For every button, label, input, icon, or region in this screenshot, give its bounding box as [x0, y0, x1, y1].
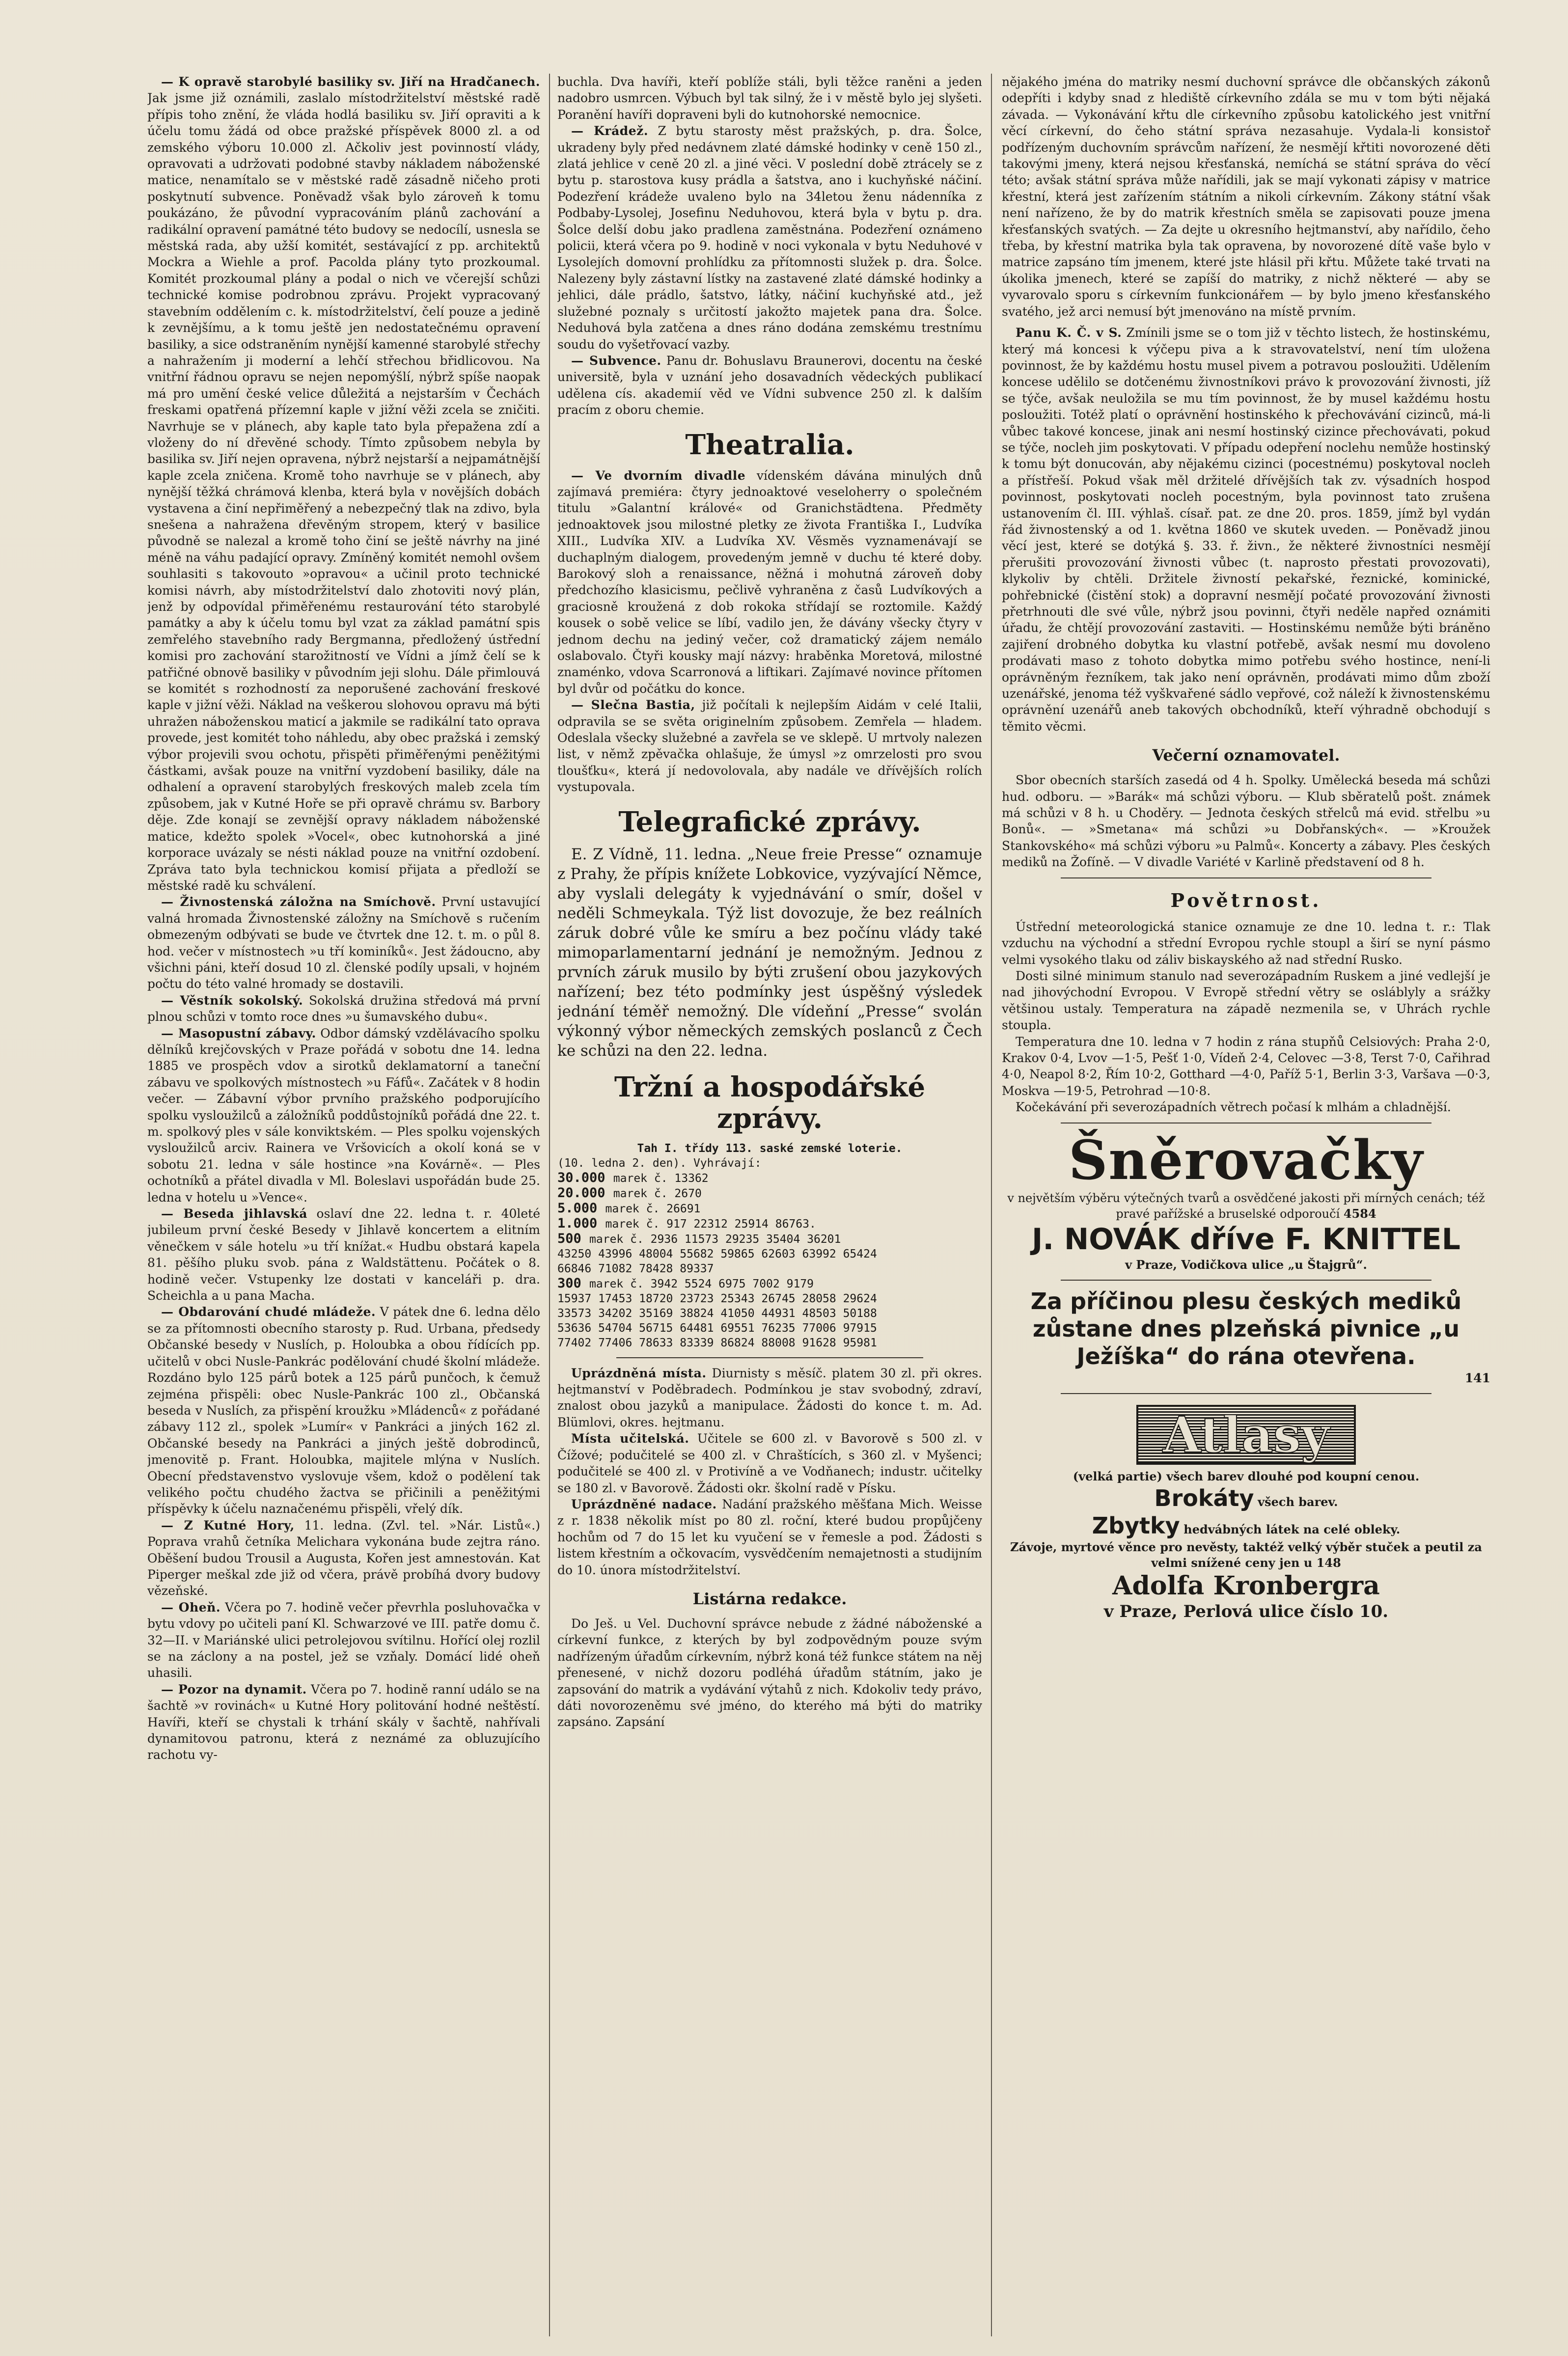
news-item-lead: — Živnostenská záložna na Smíchově. — [161, 895, 436, 909]
news-item-lead: — Krádež. — [571, 124, 649, 138]
news-item-lead: — Oheň. — [161, 1600, 221, 1615]
news-item-text: Odbor dámský vzdělávacího spolku dělníků krejčovských v Praze pořádá v sobotu dne 14. ledna 1885 ve prospěch vdov a sirotků deklamatorní a taneční zábavu ve spolkových místnostech »u Fáfů«. Začátek v 8 hodin večer. — Zábavní výbor prvního pražského podporujícího spolku vysloužilců a záložníků poddůstojníků pořádá dne 22. t. m. spolkový ples v sále konviktském. — Ples spolku vojenských vysloužilců arciv. Rainera ve Vršovicích a okolí koná se v sobotu 21. ledna v sále hostince »na Kovárně«. — Ples ochotníků a přátel divadla v Ml. Boleslavi uspořádán bude 25. ledna v hotelu u »Vence«. — [147, 1026, 540, 1205]
news-list-middle — [557, 123, 982, 418]
news-item-lead: — Beseda jihlavská — [161, 1206, 307, 1221]
ad-kronberg-address: v Praze, Perlová ulice číslo 10. — [1103, 1601, 1389, 1621]
ad-kronberg-name: Adolfa Kronbergra — [1112, 1570, 1380, 1601]
ad-ples-text: Za příčinou plesu českých mediků zůstane dnes plzeňská pivnice „u Ježíška“ do rána otevřena. — [1030, 1288, 1462, 1370]
lottery-numbers: marek č. 917 22312 25914 86763. — [605, 1217, 816, 1231]
divider — [1061, 1280, 1431, 1281]
news-item-text: Nadání pražského měšťana Mich. Weisse z r. 1838 několik míst po 80 zl. roční, které budou propůjčeny hochům od 7 do 15 let ku vyučení se v řemesle a pod. Žádosti s listem křestním a očkovacím, vysvědčením nemajetnosti a studijním do 10. února místodržitelství. — [557, 1497, 982, 1577]
column-middle — [557, 74, 982, 2336]
lottery-numbers: 43250 43996 48004 55682 59865 62603 63992 65424 — [557, 1247, 877, 1260]
weather-paragraph: Kočekávání při severozápadních větrech počasí k mlhám a chladnější. — [1016, 1100, 1451, 1115]
lottery-prize: 20.000 — [557, 1185, 613, 1201]
lottery-row — [557, 1201, 982, 1216]
news-item-lead: — K opravě starobylé basiliky sv. Jiří na Hradčanech. — [161, 75, 540, 89]
lottery-row — [557, 1247, 982, 1261]
ad-zbytky: Zbytky hedvábných látek na celé obleky. — [1092, 1512, 1401, 1539]
lottery-row — [557, 1171, 982, 1186]
lottery-prize: 1.000 — [557, 1215, 605, 1231]
lottery-row — [557, 1336, 982, 1350]
lottery-numbers: marek č. 3942 5524 6975 7002 9179 — [589, 1277, 814, 1290]
ad-zavoje: Závoje, myrtové věnce pro nevěsty, taktéž velký výběr stuček a peutil za velmi snížené ceny jen u 148 — [1010, 1539, 1482, 1570]
vacancies-section — [557, 1365, 982, 1578]
lottery-numbers: marek č. 2936 11573 29235 35404 36201 — [589, 1233, 841, 1246]
news-item — [557, 1430, 982, 1496]
lottery-prize: 300 — [557, 1275, 590, 1291]
news-item-lead: — Obdarování chudé mládeže. — [161, 1305, 376, 1319]
lottery-numbers: 53636 54704 56715 64481 69551 76235 77006 97915 — [557, 1321, 877, 1335]
column-rule — [991, 74, 992, 2336]
section-heading-weather: Povětrnost. — [1170, 889, 1322, 911]
lottery-prize: 30.000 — [557, 1170, 613, 1185]
lottery-prize: 5.000 — [557, 1200, 605, 1216]
news-item — [557, 353, 982, 418]
section-heading-telegram: Telegrafické zprávy. — [618, 805, 921, 838]
ad-snerovacky-title: Šněrovačky — [1068, 1128, 1424, 1192]
news-item-text: 11. ledna. (Zvl. tel. »Nár. Listů«.) Poprava vrahů četníka Melichara vykonána bude zejtra ráno. Oběšení budou Trousil a Augusta, Kořen jest amnestován. Kat Piperger meškal zde již od včera, právě probíhá dvory budovy vězeňské. — [147, 1518, 540, 1598]
divider — [1061, 1393, 1431, 1394]
section-heading-market: Tržní a hospodářské zprávy. — [614, 1070, 926, 1135]
news-item-text: vídenském dávána minulých dnů zajímavá premiéra: čtyry jednoaktové veseloherry o společném titulu »Galantní králové« od Granichstädtena. Předměty jednoaktovek jsou milostné pletky ze života Františka I., Ludvíka XIII., Ludvíka XIV. a Ludvíka XV. Věsměs vyznamenávají se duchaplným dialogem, provedeným jemně v duchu té které doby. Barokový sloh a renaissance, něžná i mohutná zároveň doby předchozího klasicismu, pečlivě vyhraněna z časů Ludvíkových a graciosně kroužená z dob rokoka střídají se roztomile. Každý kousek o sobě velice se líbí, vadilo jen, že dávány všecky čtyry v jednom dechu na jediný večer, což dramatický zájem nemálo oslabovalo. Čtyři kousky mají názvy: hraběnka Moretová, milostné znaménko, vdova Scarronová a liftikari. Zajímavé novince přítomen byl dvůr od počátku do konce. — [557, 468, 982, 696]
news-item-text: Včera po 7. hodině ranní událo se na šachtě »v rovinách« u Kutné Hory politování hodné neštěstí. Havíři, kteří se chystali k trhání skály v šachtě, nahřívali dynamitovou patronu, která z neznámé za obluzujícího rachotu vy- — [147, 1682, 540, 1762]
telegram-text: E. Z Vídně, 11. ledna. „Neue freie Presse“ oznamuje z Prahy, že přípis knížete Lobkovice, vyzývající Němce, aby vyslali delegáty k vyjednávání o smír, došel v neděli Schmeykala. Týž list dovozuje, že bez reálních záruk dobré vůle ke smíru a bez počínu vlády také mimoparlamentarní jednání je nemožným. Jednou z prvních záruk musilo by býti zrušení obou jazykových nařízení; bez této podmínky jest úspěšný výsledek jednání téměř nemožný. Dle vídeňní „Presse“ svolán výkonný výbor německých zemských poslanců z Čech ke schůzi na den 22. ledna. — [557, 845, 982, 1060]
ad-novak-address: v Praze, Vodičkova ulice „u Štajgrů“. — [1125, 1257, 1367, 1272]
lottery-numbers: 66846 71082 78428 89337 — [557, 1262, 714, 1275]
lottery-numbers: marek č. 2670 — [613, 1187, 702, 1200]
listarna-text: Do Ješ. u Vel. Duchovní správce nebude z žádné náboženské a církevní funkce, z kterých by byl zodpovědným pouze svým nadřízeným úřadům církevním, nýbrž koná též funkce státem na něj přenesené, v nichž dozoru podléhá úřadům státním, jako je zapsování do matrik a vydávání výtahů z nich. Kdokoliv tedy právo, dáti novorozeněmu své jméno, do kterého má býti do matriky zapsáno. Zapsání — [557, 1616, 982, 1729]
news-item-text: již počítali k nejlepším Aidám v celé Italii, odpravila se se světa originelním způsobem. Zemřela — hladem. Odeslala všecky služebné a zavřela se ve sklepě. U mrtvoly nalezen list, v němž zpěvačka ohlašuje, že úmysl »z omrzelosti pro svou tloušťku«, která jí nedovolovala, aby nadále ve dřívějších rolích vystupovala. — [557, 698, 982, 794]
news-item-text: První ustavující valná hromada Živnostenské záložny na Smíchově s ručením obmezeným odbývati se bude ve čtvrtek dne 12. t. m. o půl 8. hod. večer v místnostech »u tří kominíků«. Jest žádoucno, aby všichni páni, kteří dosud 10 zl. členské podíly upsali, v hojném počtu do této valné hromady se dostavili. — [147, 895, 540, 991]
lottery-row — [557, 1216, 982, 1232]
vecerni-text: Sbor obecních starších zasedá od 4 h. Spolky. Umělecká beseda má schůzi hud. odboru. — »Barák« má schůzi výboru. — Klub sběratelů pošt. známek má schůzi v 8 h. u Choděry. — Jednota českých střelců má evid. střelbu »u Bonů«. — »Smetana« má schůzi »u Dobřanských«. — »Kroužek Stankovského« má schůzi výboru »u Palmů«. Koncerty a zábavy. Ples českých mediků na Žofíně. — V divadle Variété v Karlině představení od 8 h. — [1002, 773, 1490, 870]
lottery-table — [557, 1141, 982, 1350]
lottery-row — [557, 1306, 982, 1321]
news-item-lead: — Ve dvorním divadle — [571, 468, 746, 483]
column-rule — [549, 74, 550, 2336]
lottery-date: (10. ledna 2. den). Vyhrávají: — [557, 1156, 762, 1170]
news-item-text: oslaví dne 22. ledna t. r. 40leté jubileum první české Besedy v Jihlavě koncertem a elitním věnečkem v sále hotelu »u tří knížat.« Hudbu obstará kapela 81. pěšího pluku svob. pána z Waldstättenu. Počátek o 8. hodině večer. Vstupenky lze dostati v kanceláři p. dra. Scheichla a u pana Macha. — [147, 1206, 540, 1303]
lottery-row — [557, 1291, 982, 1306]
weather-paragraph: Dosti silné minimum stanulo nad severozápadním Ruskem a jiné vedlejší je nad jihovýchodní Evropou. V Evropě střední větry se osláblyly a srážky většinou ustaly. Temperatura na západě nezmenila se, v Uhrách rychle stoupla. — [1002, 968, 1490, 1033]
news-item-text: V pátek dne 6. ledna dělo se za přítomnosti obecního starosty p. Rud. Urbana, předsedy Občanské besedy v Nuslích, p. Holoubka a obou řídících pp. učitelů v obci Nusle-Pankrác podělování chudé školní mládeže. Rozdáno bylo 125 párů botek a 125 párů punčoch, k čemuž zejména přispěli: obec Nusle-Pankrác 100 zl., Občanská beseda v Nuslích, za přispění kroužku »Mládenců« z pořádané zábavy 112 zl., spolek »Lumír« v Pankráci a jiných 162 zl. Občanské besedy na Pankráci a jiných ještě dobrodinců, jmenovitě p. Frant. Holoubka, majitele mlýna v Nuslích. Obecní představenstvo vyslovuje všem, kdož o podělení tak velikého počtu chudého žactva se přičinili a peněžitými příspěvky k účelu naznačenému přispěli, vřelý dík. — [147, 1305, 540, 1516]
news-item — [147, 1599, 540, 1681]
news-item-text: Diurnisty s měsíč. platem 30 zl. při okres. hejtmanství v Poděbradech. Podmínkou je stav svobodný, zdraví, znalost obou jazyků a manipulace. Žádosti do konce t. m. Ad. Blümlovi, okres. hejtmanu. — [557, 1366, 982, 1429]
news-item-lead: Uprázdněná místa. — [571, 1366, 707, 1380]
news-item — [147, 894, 540, 992]
lottery-prize: 500 — [557, 1231, 590, 1246]
section-heading-listarna: Listárna redakce. — [692, 1589, 847, 1608]
lottery-numbers: 77402 77406 78633 83339 86824 88008 91628 95981 — [557, 1336, 877, 1349]
ad-atlasy-title: Atlasy — [1136, 1405, 1356, 1465]
ad-snerovacky — [1002, 1130, 1490, 1273]
ad-ples — [1002, 1288, 1490, 1386]
lottery-row — [557, 1186, 982, 1201]
news-item-lead: — Slečna Bastia, — [571, 698, 695, 712]
news-continuation: buchla. Dva havíři, kteří poblíže stáli, byli těžce raněni a jeden nadobro usmrcen. Výbuch byl tak silný, že i v městě bylo jej slyšeti. Poranění havíři dopraveni byli do kutnohorské nemocnice. — [557, 75, 982, 122]
news-item-text: Sokolská družina středová má první plnou schůzi v tomto roce dnes »u šumavského dubu«. — [147, 993, 540, 1024]
weather-paragraph: Temperatura dne 10. ledna v 7 hodin z rána stupňů Celsiových: Praha 2·0, Krakov 0·4, Lvov —1·5, Pešť 1·0, Vídeň 2·4, Celovec —3·8, Terst 7·0, Cařihrad 4·0, Neapol 8·2, Řím 10·2, Gotthard —4·0, Paříž 5·1, Berlin 3·3, Varšava —0·3, Moskva —19·5, Petrohrad —10·8. — [1002, 1034, 1490, 1098]
ad-novak-name: J. NOVÁK dříve F. KNITTEL — [1032, 1222, 1460, 1257]
lottery-row — [557, 1321, 982, 1336]
ad-kronberg — [1002, 1401, 1490, 1622]
ad-brokaty: Brokáty všech barev. — [1154, 1484, 1338, 1511]
lottery-subhead: Tah I. třídy 113. saské zemské loterie. — [637, 1142, 903, 1155]
news-item-lead: — Subvence. — [571, 353, 661, 368]
lottery-row — [557, 1276, 982, 1291]
lottery-numbers: 33573 34202 35169 38824 41050 44931 48503 50188 — [557, 1307, 877, 1320]
section-heading-theatralia: Theatralia. — [685, 428, 854, 461]
lottery-numbers: marek č. 13362 — [613, 1172, 709, 1185]
news-item-lead: Místa učitelská. — [571, 1431, 689, 1446]
news-item-text: Učitele se 600 zl. v Bavorově s 500 zl. v Čížové; podučitelé se 400 zl. v Chraštících, s 360 zl. v Myšenci; podučitelé se 400 zl. v Protivíně a ve Vodňanech; industr. učitelky se 180 zl. v Bavorově. Žádosti okr. školní radě v Písku. — [557, 1431, 982, 1495]
news-item-text: Jak jsme již oznámili, zaslalo místodržitelství městské radě přípis toho znění, že vláda hodlá basiliku sv. Jiří opraviti a k účelu tomu žádá od obce pražské příspěvek 8000 zl. a od zemského výboru 10.000 zl. Ačkoliv jest povinností vlády, opravovati a udržovati podobné stavby nákladem náboženské matice, nenamítalo se v městské radě zásadně ničeho proti poskytnutí subvence. Poněvadž však bylo zároveň k tomu poukázáno, že původní vypracováním plánů zachování a radikální opravení památné této budovy se nedocílí, usnesla se městská rada, aby užší komitét, sestávající z pp. architektů Mockra a Wiehle a prof. Pacolda plány tyto prozkoumal. Komitét prozkoumal plány a podal o nich ve včerejší schůzi technické komise podrobnou zprávu. Projekt vypracovaný stavebním oddělením c. k. místodržitelství, čelí pouze a jedině k zevnějšímu, a k tomu ještě jen nedostatečnému opravení basiliky, a sice odstraněním nynější kamenné starobylé střechy a nahražením ji moderní a lehčí střechou břidlicovou. Na vnitřní řádnou opravu se nejen nepomýšlí, nýbrž spíše naopak má pro umění české velice důležitá a nejstarším v Čechách freskami opatřená přízemní kaple v jižní věži zcela se zničiti. Navrhuje se v plánech, aby kaple tato byla přepažena zdí a vloženy do ní dřevěné schody. Tímto způsobem nebyla by basilika sv. Jiří nejen opravena, nýbrž nejstarší a nejpamátnější kaple zcela zničena. Kromě toho navrhuje se v plánech, aby nynější těžká chrámová klenba, která byla v novějších dobách vystavena a činí nepřiměřený a nebezpečný tlak na zdivo, byla snešena a nahražena dřevěným stropem, který v basilice původně se nalezal a kromě toho činí se ještě návrhy na jiné méně na váhu padající opravy. Zmíněný komitét nemohl ovšem souhlasiti s takovouto »opravou« a učinil proto technické komisi návrh, aby místodržitelství dalo zhotoviti nový plán, jenž by odpovídal přiměřenému restaurování této starobylé památky a aby k účelu tomu byl vzat za základ památní spis zemřelého stavebního rady Bergmanna, předložený ústřední komisi pro zachování starožitností ve Vídni a jímž čelí se k patřičné obnově basiliky v původním jeji slohu. Dále přimlouvá se komitét s rozhodností za neporušené zachování freskové kaple v jižní věži. Náklad na veškerou slohovou opravu má býti uhražen náboženskou maticí a jakmile se radikální tato oprava provede, jest komitét toho náhledu, aby obec pražská i zemský výbor projevili svou ochotu, přispěti přiměřenými peněžitými částkami, avšak pouze na vnitřní vyzdobení basiliky, dále na odhalení a opravení starobylých freskových maleb zcela tím způsobem, jak v Kutné Hoře se při opravě chrámu sv. Barbory děje. Zde konají se zevnější opravy nákladem náboženské matice, kdežto spolek »Vocel«, obec kutnohorská a jiné korporace uvázaly se nésti náklad pouze na vnitřní ozdobení. Zpráva tato byla technickou komisí přijata a předloží se městské radě ku schválení. — [147, 91, 540, 893]
news-item-text: Panu dr. Bohuslavu Braunerovi, docentu na české universitě, byla v uznání jeho dosavadních vědeckých publikací udělena cís. akademií věd ve Vídni subvence 250 zl. k dalším pracím z oboru chemie. — [557, 353, 982, 417]
weather-paragraph: Ústřední meteorologická stanice oznamuje ze dne 10. ledna t. r.: Tlak vzduchu na východní a střední Evropou rychle stoupl a širí se nyní pásmo velmi vysokého tlaku od záliv biskayského až nad střední Rusko. — [1002, 919, 1490, 967]
theatralia-section — [557, 467, 982, 795]
listarna-continuation: nějakého jména do matriky nesmí duchovní správce dle občanských zákonů odepříti i kdyby snad z hlediště církevního zdála se mu v tom býti nějaká závada. — Vykonávání křtu dle církevního způsobu katolického jest vnitřní věcí církevní, do čeho státní správa nezasahuje. Vydala-li konsistoř podřízeným duchovním správcům nařízení, že nesmějí křtiti novorozené děti takovými jmeny, která nejsou křesťanská, nemíchá se státní správa do věcí této; avšak státní správa může nařídili, jak se mají vykonati zápisy v matrice křestní, která jest zařízením státním a nikoli církevním. Zákony státní však není nařízeno, že by do matrik křestních směla se zapisovati pouze jmena křesťanských svatých. — Za dejte u okresního hejtmanství, aby nařídilo, čeho třeba, by křestní matrika byla tak opravena, by novorozené dítě vaše bylo v matrice zapsáno tím jmenem, které jste hlásil při křtu. Můžete také trvati na úkolika jmenech, které se zapíší do matriky, z nichž některé — aby se vyvarovalo sporu s církevním funkcionářem — by bylo jmeno křesťanského svatého, jež arci nemusí být jmenováno na místě prvním. — [1002, 75, 1490, 319]
section-heading-vecerni: Večerní oznamovatel. — [1152, 746, 1340, 765]
column-left — [147, 74, 540, 2336]
news-item-lead: Uprázdněné nadace. — [571, 1497, 717, 1511]
news-item-lead: — Masopustní zábavy. — [161, 1026, 316, 1041]
news-item — [147, 1517, 540, 1599]
news-item — [557, 1365, 982, 1431]
news-item — [557, 697, 982, 795]
news-item — [147, 74, 540, 894]
news-item-lead: — Pozor na dynamit. — [161, 1682, 307, 1697]
divider — [616, 1357, 923, 1358]
column-right — [1002, 74, 1490, 2336]
lottery-row — [557, 1232, 982, 1247]
news-item — [147, 1304, 540, 1517]
lottery-row — [557, 1261, 982, 1276]
news-item-text: Z bytu starosty měst pražských, p. dra. Šolce, ukradeny byly před nedávnem zlaté dámské hodinky v ceně 150 zl., zlatá jehlice v ceně 20 zl. a jiné věci. V poslední době ztrácely se z bytu p. starostova kusy prádla a šatstva, ano i kuchyňské náčiní. Podezření krádeže uvaleno bylo na 34letou ženu nádenníka z Podbaby-Lysolej, Josefinu Neduhovou, která byla v bytu p. dra. Šolce delší dobu jako pradlena zaměstnána. Podezření oznámeno policii, která včera po 9. hodině v noci vykonala v bytu Neduhové v Lysolejích domovní prohlídku za přítomnosti služek p. dra. Šolce. Nalezeny byly zástavní lístky na zastavené zlaté dámské hodinky a jehlici, dále prádlo, šatstvo, látky, náčiní kuchyňské atd., jež služebné poznaly s určitostí jakožto majetek pana dra. Šolce. Neduhová byla zatčena a dnes ráno dodána zemskému trestnímu soudu do vyšetřovací vazby. — [557, 124, 982, 352]
news-item — [147, 1205, 540, 1304]
news-list-left — [147, 74, 540, 1763]
lottery-numbers: marek č. 26691 — [605, 1202, 701, 1215]
news-item — [147, 992, 540, 1025]
lottery-rows — [557, 1171, 982, 1350]
weather-section — [1002, 919, 1490, 1116]
news-item-lead: — Věstník sokolský. — [161, 993, 303, 1008]
lottery-numbers: 15937 17453 18720 23723 25343 26745 28058 29624 — [557, 1292, 877, 1305]
news-item-text: Včera po 7. hodině večer převrhla posluhovačka v bytu vdovy po učiteli paní Kl. Schwarzové ve III. patře domu č. 32—II. v Mariánské ulici petrolejovou svítilnu. Hořící olej rozlil se na záclony a na postel, jež se vzňaly. Domácí lidé oheň uhasili. — [147, 1600, 540, 1680]
answer-panu: Panu K. Č. v S. Zmínili jsme se o tom již v těchto listech, že hostinskému, který má koncesi k výčepu piva a k stravovatelství, není tím uložena povinnost, že by každému hostu musel pivem a potravou posloužiti. Udělením koncese udělilo se dotčenému živnostníkovi právo k provozování živnosti, jíž se týče, avšak neuložila se mu tím povinnost, že by musel každému hostu posloužiti. Totéž platí o oprávnění hostinského k přechovávání cizinců, má-li vůbec takové koncese, jinak ani nesmí hostinský cizince přechovávati, pokud se týče, nocleh jim poskytovati. V případu odepření noclehu nemůže hostinský k tomu být donucován, aby nějakému cizinci (pocestnému) poskytoval nocleh a přístřeší. Pokud však měl držitelé dřívějších tak zv. výsadních hospod povinnost, poskytovati nocleh pocestným, byla povinnost tato zrušena ustanovením čl. III. výhlaš. císař. pat. ze dne 20. pros. 1859, jímž byl vydán řád živnostenský a od 1. května 1860 ve skutek uveden. — Poněvadž jinou věcí jest, které se dotýká §. 33. ř. živn., že některé živnostníci nesmějí přerušiti provozování živnosti vůbec (t. naprosto přestati provozovati), klykoliv by chtěli. Držitele živností pekařské, řeznické, kominické, pohřebnické (čistění stok) a dopravní nesmějí počaté provozování živnosti přetrhnouti dle své vůle, nýbrž jsou povinni, čtyři neděle napřed oznámiti úřadu, že chtějí provozování zastaviti. — Hostinskému nemůže býti bráněno zajiření drobného dobytka ku vlastní potřebě, avšak nesmí mu dovoleno prodávati maso z tohoto dobytka mimo potřebu svého hostince, není-li oprávněným řezníkem, tak jako není oprávněn, prodávati mimo dům zboží uzenářské, jenoma též vyškvařené sádlo vepřové, což náleží k živnostenskému oprávnění uzenářů aneb takových obchodníků, kteří výhradně obchodují s těmito věcmi. — [1002, 326, 1490, 734]
divider — [1061, 877, 1431, 878]
ad-ples-number: 141 — [1464, 1370, 1490, 1385]
ad-snerovacky-text: v největším výběru výtečných tvarů a osvědčené jakosti při mírných cenách; též pravé pařížské a bruselské odporoučí 4584 — [1007, 1191, 1485, 1221]
ad-atlasy-text: (velká partie) všech barev dlouhé pod koupní cenou. — [1073, 1469, 1420, 1483]
news-item — [557, 1496, 982, 1578]
news-item-lead: — Z Kutné Hory, — [161, 1518, 295, 1533]
news-item — [557, 467, 982, 697]
news-item — [557, 123, 982, 353]
news-item — [147, 1681, 540, 1763]
news-item — [147, 1025, 540, 1205]
